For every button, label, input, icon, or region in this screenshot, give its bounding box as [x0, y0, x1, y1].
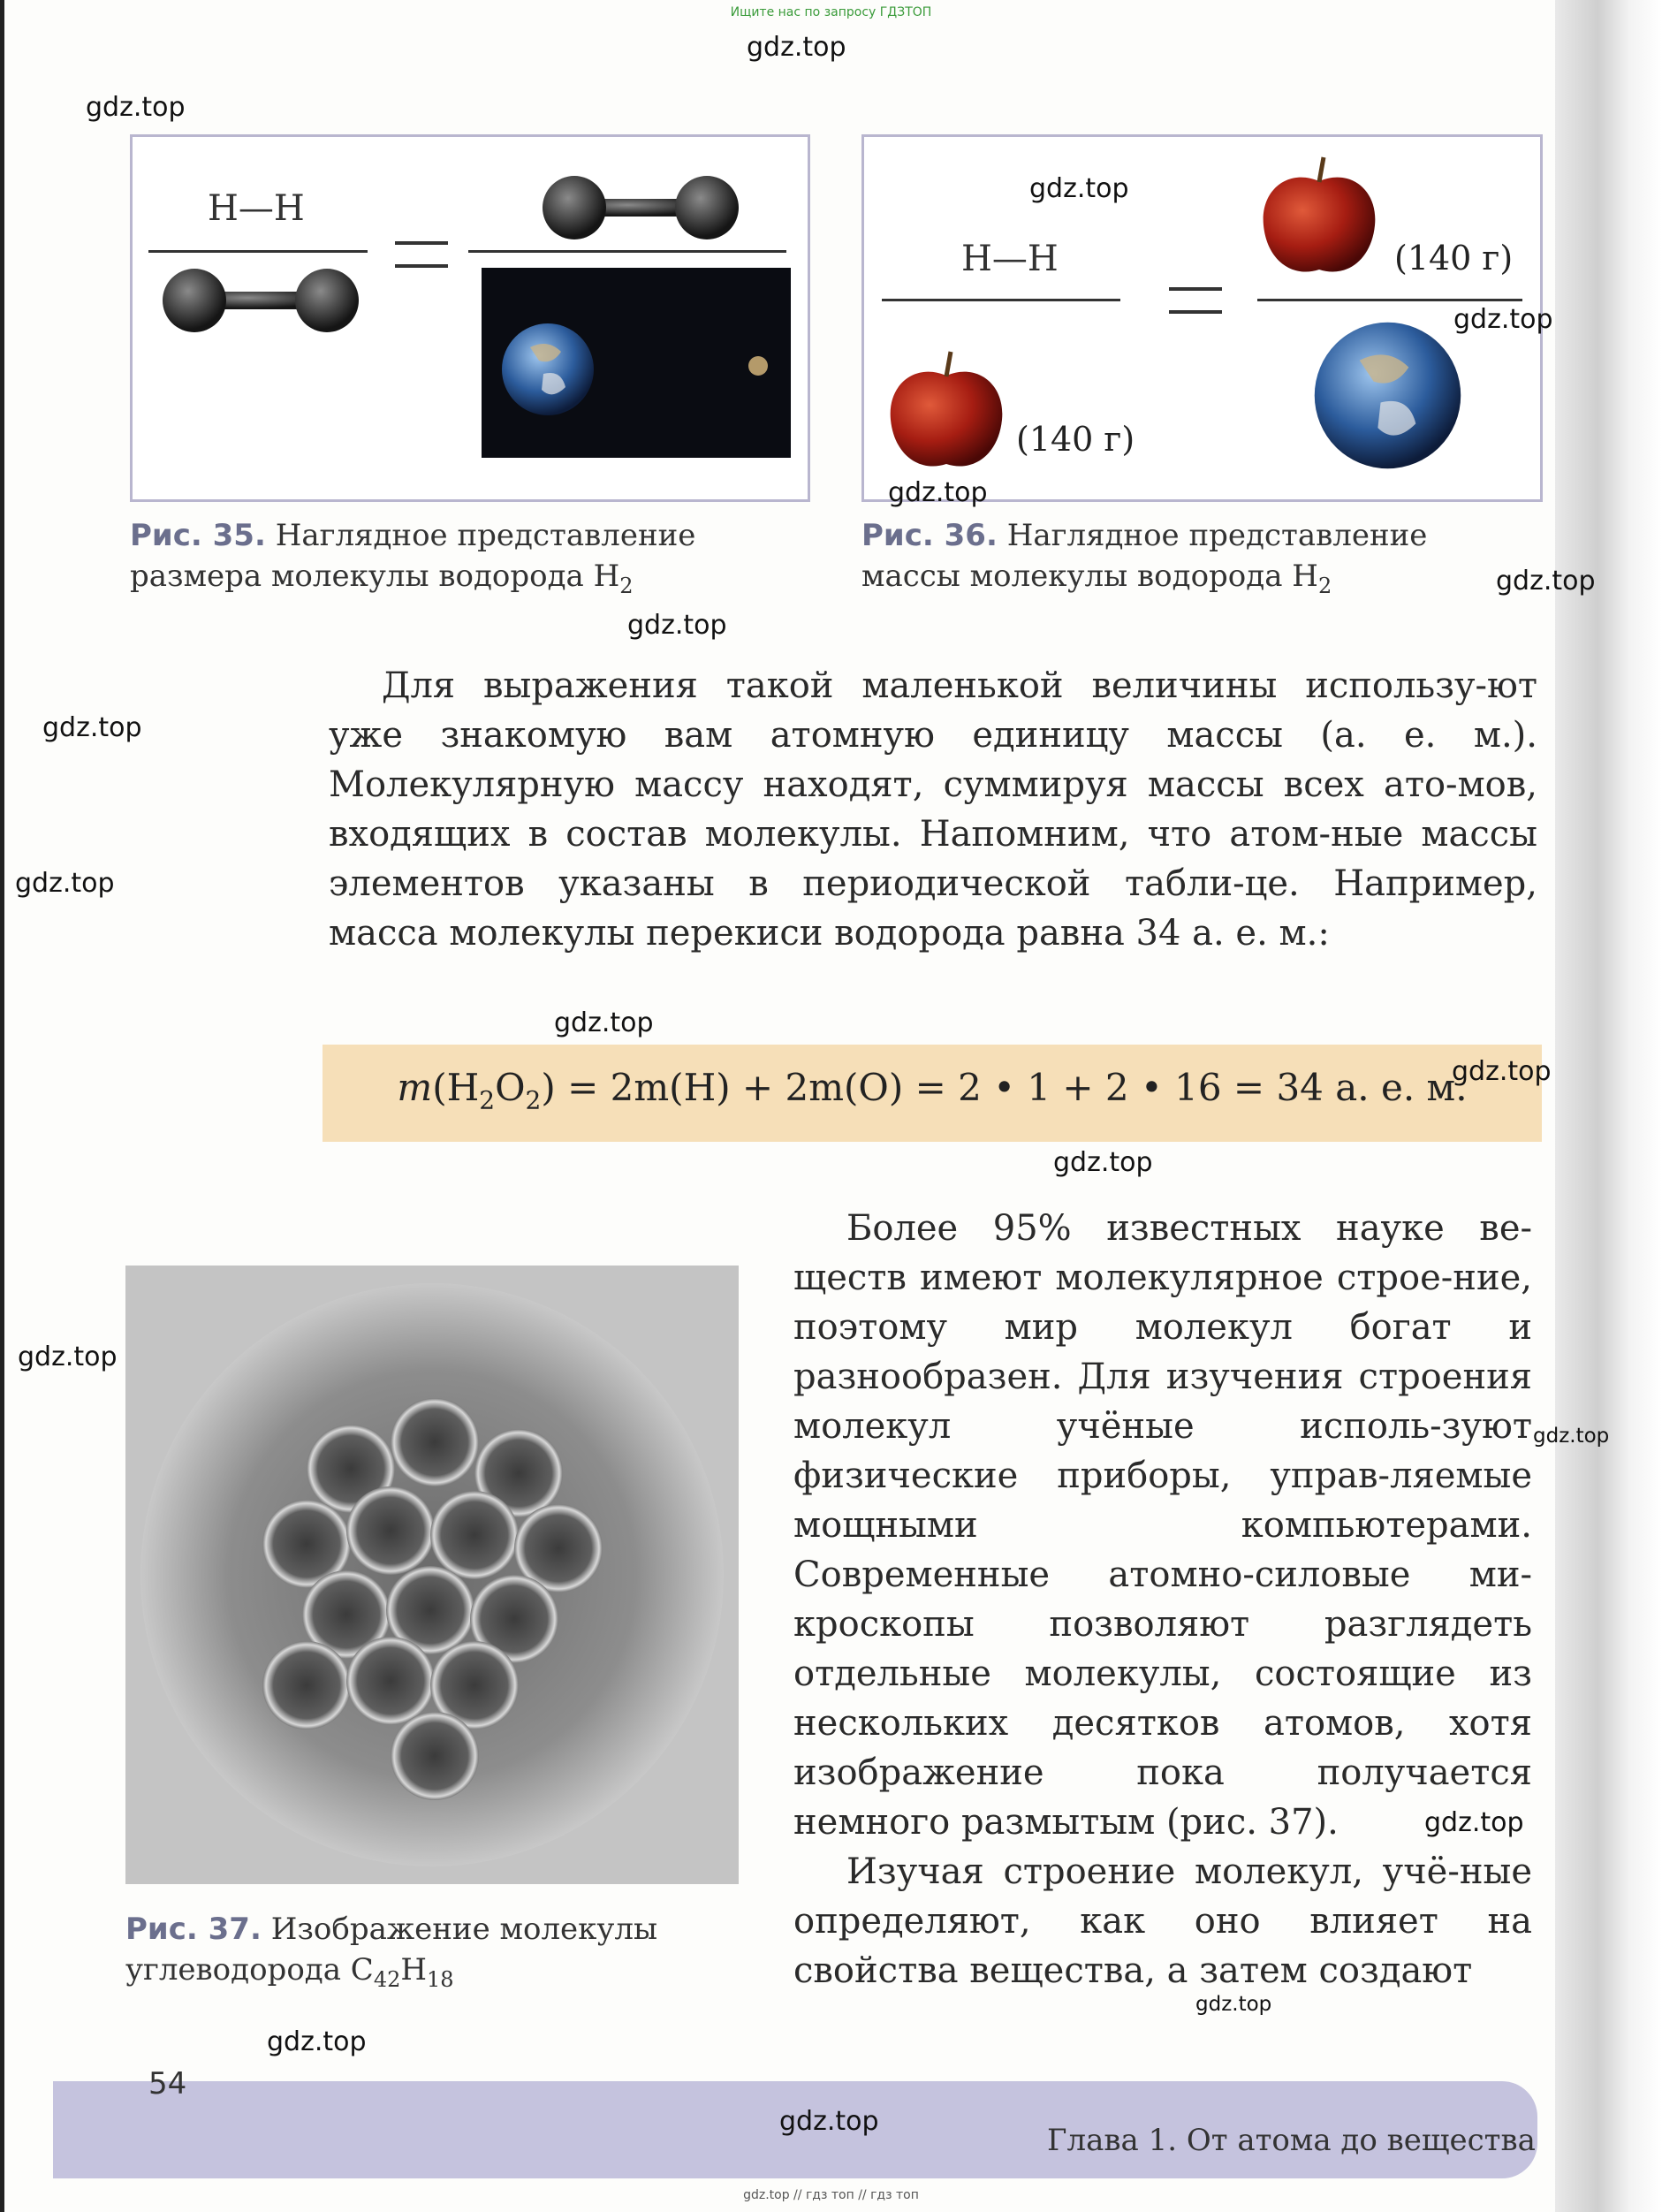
figure-36-caption — [861, 515, 1551, 606]
formula-m: m — [397, 1066, 433, 1109]
fig36-mass-top: (140 г) — [1394, 239, 1514, 277]
watermark: gdz.top — [627, 610, 727, 641]
fig37-caption-line1: Изображение молекулы — [270, 1912, 658, 1947]
watermark: gdz.top — [1053, 1147, 1153, 1178]
fig36-formula: H—H — [961, 239, 1059, 279]
watermark: gdz.top — [18, 1342, 118, 1372]
watermark: gdz.top — [747, 32, 846, 63]
fig36-fraction-line-left — [882, 299, 1120, 301]
apple-icon — [880, 345, 1013, 477]
fig37-caption-sub2: 18 — [427, 1966, 454, 1992]
watermark: gdz.top — [42, 712, 142, 743]
fig35-dumbbell-small — [159, 265, 362, 336]
fig37-caption-line2a: углеводорода C — [125, 1952, 374, 1988]
fig36-equals-sign — [1169, 287, 1222, 314]
watermark: gdz.top — [1424, 1807, 1524, 1838]
figure-35-frame — [130, 134, 810, 502]
footer-note: gdz.top // гдз топ // гдз топ — [743, 2188, 919, 2202]
watermark: gdz.top — [554, 1007, 654, 1038]
formula-o: O — [495, 1066, 526, 1109]
fig35-caption-sub: 2 — [619, 573, 634, 598]
figure-37-micrograph — [125, 1266, 739, 1884]
watermark: gdz.top — [1453, 304, 1553, 335]
chapter-title: Глава 1. От атома до вещества — [1047, 2123, 1536, 2158]
watermark: gdz.top — [1452, 1056, 1552, 1087]
fig36-fraction-line-right — [1257, 299, 1522, 301]
fig35-caption-label: Рис. 35. — [130, 518, 266, 553]
watermark: gdz.top — [1029, 173, 1129, 204]
formula-sub2: 2 — [525, 1085, 542, 1115]
fig35-caption-line1: Наглядное представление — [275, 518, 696, 553]
moon-icon — [747, 354, 770, 377]
fig37-caption-line2b: H — [400, 1952, 428, 1988]
binding-gutter — [1555, 0, 1662, 2212]
earth-icon — [499, 321, 596, 418]
molecule-afm-image — [125, 1266, 739, 1884]
header-note: Ищите нас по запросу ГДЗТОП — [730, 5, 932, 19]
figure-37-caption — [125, 1909, 797, 2000]
formula-rhs: ) = 2m(H) + 2m(O) = 2 • 1 + 2 • 16 = 34 а. е. м. — [541, 1066, 1468, 1109]
page-number: 54 — [148, 2066, 187, 2102]
watermark: gdz.top — [1195, 1993, 1272, 2016]
fig36-caption-label: Рис. 36. — [861, 518, 998, 553]
paragraph-molecular-mass: Для выражения такой маленькой величины использу-ют уже знакомую вам атомную единицу массы (а. е. м.). Молекулярную массу находят, суммируя массы всех ато-мов, входящих в состав молекулы. Напомним, что атом-ные массы элементов указаны в периодической табли-це. Например, масса молекулы перекиси водорода равна 34 а. е. м.: — [329, 665, 1537, 954]
fig37-caption-label: Рис. 37. — [125, 1912, 262, 1947]
formula-sub1: 2 — [479, 1085, 496, 1115]
fig36-caption-line1: Наглядное представление — [1006, 518, 1428, 553]
fig36-mass-bottom: (140 г) — [1016, 420, 1135, 459]
watermark: gdz.top — [888, 477, 988, 508]
formula-h2o2-mass — [323, 1066, 1542, 1114]
figure-35-caption — [130, 515, 819, 606]
watermark: gdz.top — [86, 92, 186, 123]
fig35-equals-sign — [395, 241, 448, 268]
fig35-caption-line2: размера молекулы водорода H — [130, 559, 620, 594]
fig37-caption-sub1: 42 — [373, 1966, 401, 1992]
paragraph-study-molecules: Изучая строение молекул, учё-ные определяют, как оно влияет на свойства вещества, а затем создают — [793, 1851, 1532, 1991]
fig35-fraction-line-left — [148, 250, 368, 253]
page-edge-shadow — [0, 0, 4, 2212]
figure-36-frame — [861, 134, 1543, 502]
watermark: gdz.top — [1533, 1425, 1610, 1448]
fig36-caption-line2: массы молекулы водорода H — [861, 559, 1318, 594]
watermark: gdz.top — [1496, 566, 1596, 597]
earth-icon — [1310, 318, 1465, 473]
fig36-caption-sub: 2 — [1317, 573, 1332, 598]
fig35-formula: H—H — [208, 188, 305, 229]
watermark: gdz.top — [267, 2026, 367, 2057]
paragraph-molecular-structure: Более 95% известных науке ве-ществ имеют молекулярное строе-ние, поэтому мир молекул богат и разнообразен. Для изучения строения молекул учёные исполь-зуют физические приборы, управ-ляемые мощными компьютерами. Современные атомно-силовые ми-кроскопы позволяют разглядеть отдельные молекулы, состоящие из нескольких десятков атомов, хотя изображение пока получается немного размытым (рис. 37). — [793, 1208, 1532, 1843]
fig35-fraction-line-right — [468, 250, 786, 253]
formula-h: (H — [432, 1066, 480, 1109]
fig35-space-image — [482, 268, 791, 458]
watermark: gdz.top — [15, 868, 115, 899]
apple-icon — [1253, 150, 1385, 283]
watermark: gdz.top — [779, 2106, 879, 2137]
fig35-dumbbell-large — [539, 172, 742, 243]
